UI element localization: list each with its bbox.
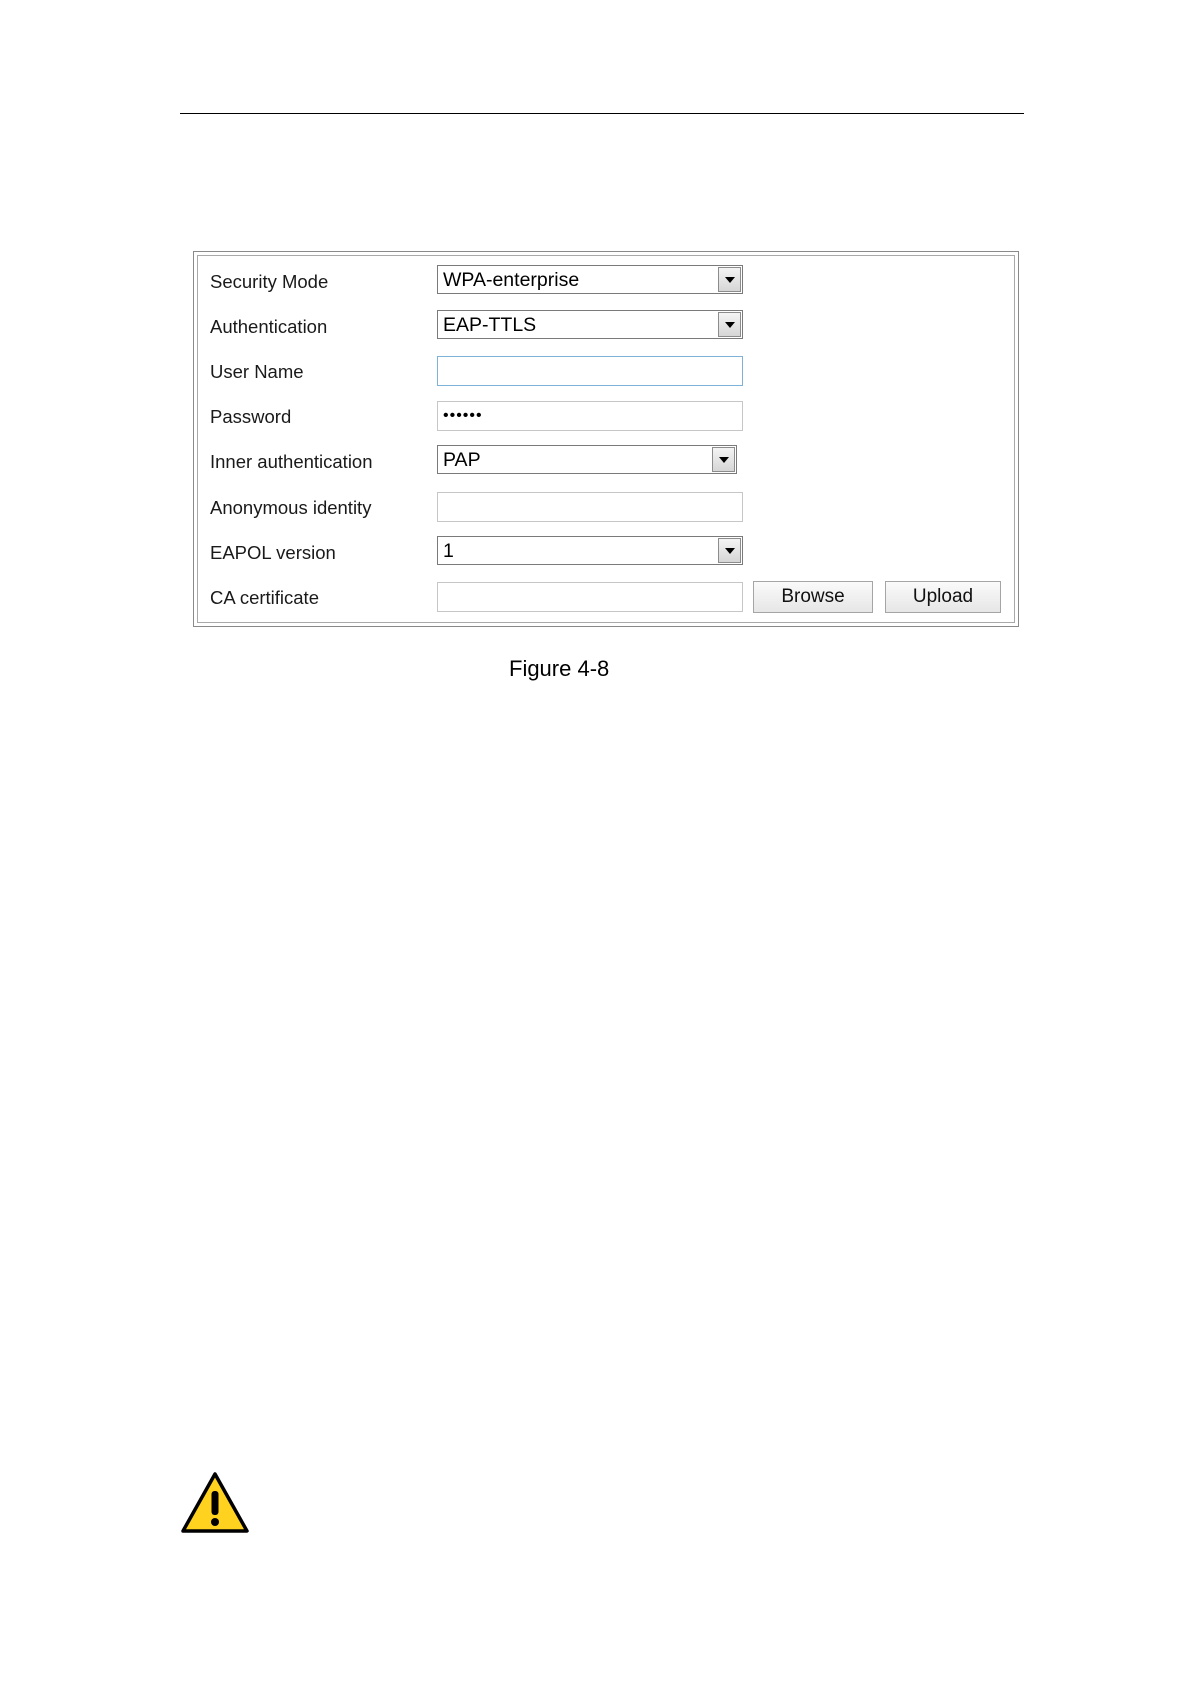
authentication-select[interactable] (437, 310, 743, 339)
header-rule (180, 113, 1024, 114)
password-label: Password (210, 406, 292, 427)
ca-certificate-label: CA certificate (210, 587, 319, 608)
upload-button[interactable]: Upload (885, 581, 1001, 613)
password-input[interactable] (437, 401, 743, 431)
row-security-mode (198, 258, 1014, 304)
figure-caption: Figure 4-8 (509, 656, 610, 681)
security-mode-select[interactable] (437, 265, 743, 294)
ca-certificate-input[interactable] (437, 582, 743, 612)
wifi-security-form (193, 251, 1019, 627)
security-mode-value: WPA-enterprise (443, 269, 580, 291)
inner-authentication-select[interactable] (437, 445, 737, 474)
row-user-name (198, 348, 1014, 394)
warning-icon (180, 1471, 250, 1535)
row-authentication (198, 303, 1014, 349)
chevron-down-icon[interactable] (718, 312, 741, 337)
inner-authentication-value: PAP (443, 449, 481, 471)
inner-authentication-label: Inner authentication (210, 451, 373, 472)
anonymous-identity-label: Anonymous identity (210, 497, 372, 518)
authentication-label: Authentication (210, 316, 328, 337)
browse-button[interactable]: Browse (753, 581, 873, 613)
authentication-value: EAP-TTLS (443, 314, 537, 336)
anonymous-identity-input[interactable] (437, 492, 743, 522)
chevron-down-icon[interactable] (718, 538, 741, 563)
security-mode-label: Security Mode (210, 271, 329, 292)
eapol-version-value: 1 (443, 540, 454, 562)
chevron-down-icon[interactable] (712, 447, 735, 472)
eapol-version-label: EAPOL version (210, 542, 336, 563)
eapol-version-select[interactable] (437, 536, 743, 565)
row-inner-authentication (198, 438, 1014, 484)
row-ca-certificate (198, 574, 1014, 620)
row-eapol-version (198, 529, 1014, 575)
chevron-down-icon[interactable] (718, 267, 741, 292)
row-password (198, 393, 1014, 439)
row-anonymous-identity (198, 484, 1014, 530)
form-inner-border (197, 255, 1015, 623)
user-name-label: User Name (210, 361, 304, 382)
user-name-input[interactable] (437, 356, 743, 386)
